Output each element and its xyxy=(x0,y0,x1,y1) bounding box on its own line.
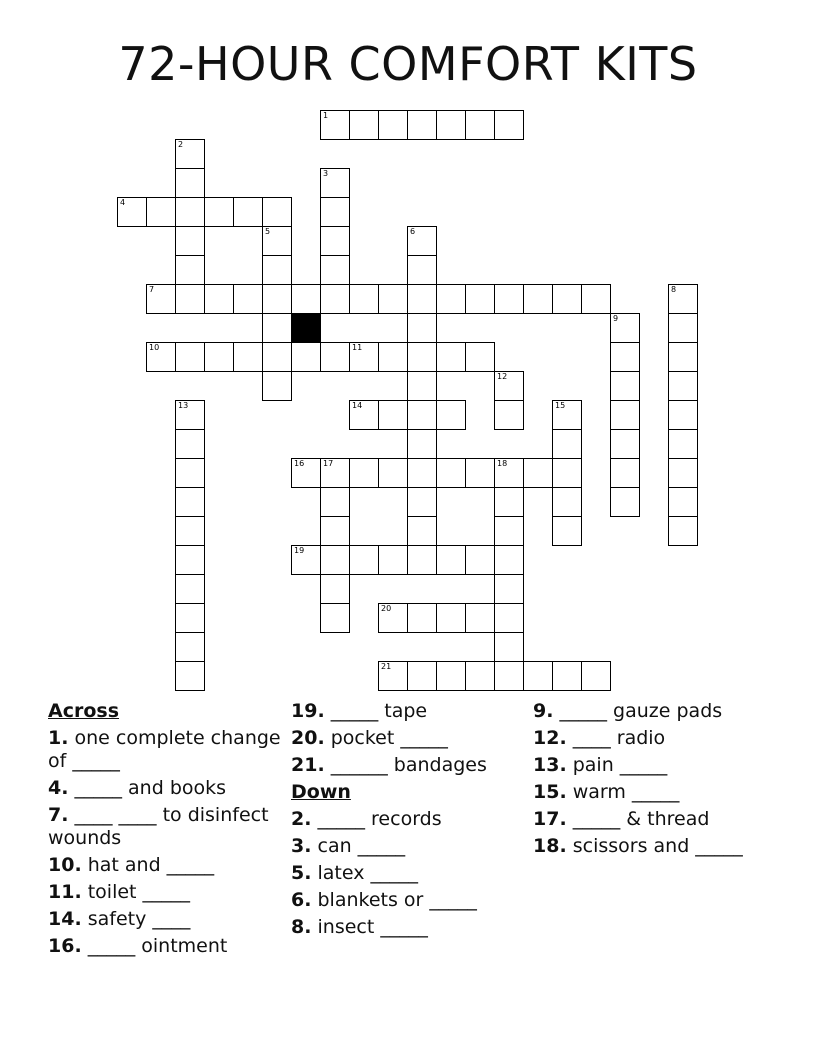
crossword-cell[interactable] xyxy=(465,603,495,633)
crossword-cell[interactable] xyxy=(262,197,292,227)
crossword-cell[interactable] xyxy=(407,371,437,401)
crossword-cell[interactable] xyxy=(552,400,582,430)
cell-number: 17 xyxy=(323,459,334,468)
cell-number: 16 xyxy=(294,459,305,468)
crossword-cell[interactable] xyxy=(378,661,408,691)
crossword-cell[interactable] xyxy=(349,110,379,140)
crossword-cell[interactable] xyxy=(175,458,205,488)
crossword-cell[interactable] xyxy=(262,313,292,343)
crossword-cell[interactable] xyxy=(320,603,350,633)
across-heading: Across xyxy=(48,700,120,722)
cell-number: 1 xyxy=(323,111,329,120)
crossword-cell[interactable] xyxy=(494,545,524,575)
crossword-cell[interactable] xyxy=(552,429,582,459)
clue-number: 12. xyxy=(533,727,567,749)
crossword-cell[interactable] xyxy=(378,110,408,140)
clue-text: latex _____ xyxy=(317,862,419,884)
crossword-cell[interactable] xyxy=(494,574,524,604)
cell-number: 10 xyxy=(149,343,160,352)
crossword-cell[interactable] xyxy=(175,545,205,575)
crossword-cell[interactable] xyxy=(175,342,205,372)
crossword-cell[interactable] xyxy=(436,661,466,691)
crossword-cell[interactable] xyxy=(175,632,205,662)
clue-down-8 xyxy=(291,916,527,939)
crossword-cell[interactable] xyxy=(465,545,495,575)
crossword-cell[interactable] xyxy=(494,516,524,546)
cell-number: 21 xyxy=(381,662,392,671)
crossword-cell[interactable] xyxy=(494,661,524,691)
crossword-cell[interactable] xyxy=(407,603,437,633)
crossword-cell[interactable] xyxy=(146,197,176,227)
crossword-cell[interactable] xyxy=(175,168,205,198)
crossword-cell[interactable] xyxy=(494,603,524,633)
crossword-cell[interactable] xyxy=(349,545,379,575)
crossword-cell[interactable] xyxy=(436,110,466,140)
clue-down-15 xyxy=(533,781,769,804)
clue-down-5 xyxy=(291,862,527,885)
crossword-cell[interactable] xyxy=(668,487,698,517)
crossword-cell[interactable] xyxy=(407,487,437,517)
crossword-cell[interactable] xyxy=(494,110,524,140)
crossword-cell[interactable] xyxy=(436,458,466,488)
crossword-cell[interactable] xyxy=(175,574,205,604)
crossword-cell[interactable] xyxy=(291,284,321,314)
page-title: 72-HOUR COMFORT KITS xyxy=(118,37,698,91)
clue-text: _____ tape xyxy=(330,700,428,722)
clue-across-10 xyxy=(48,854,284,877)
crossword-cell[interactable] xyxy=(494,487,524,517)
clue-across-4 xyxy=(48,777,284,800)
clue-text: ______ bandages xyxy=(330,754,487,776)
crossword-cell[interactable] xyxy=(407,661,437,691)
crossword-cell[interactable] xyxy=(349,284,379,314)
crossword-cell[interactable] xyxy=(175,226,205,256)
down-heading: Down xyxy=(291,781,351,803)
crossword-cell[interactable] xyxy=(175,661,205,691)
crossword-cell[interactable] xyxy=(262,226,292,256)
crossword-cell[interactable] xyxy=(668,458,698,488)
clue-number: 1. xyxy=(48,727,69,749)
clue-text: _____ gauze pads xyxy=(559,700,723,722)
crossword-cell[interactable] xyxy=(378,400,408,430)
clue-number: 19. xyxy=(291,700,325,722)
crossword-cell[interactable] xyxy=(668,429,698,459)
crossword-cell[interactable] xyxy=(320,487,350,517)
crossword-cell[interactable] xyxy=(146,284,176,314)
clue-text: warm _____ xyxy=(572,781,680,803)
crossword-cell[interactable] xyxy=(117,197,147,227)
crossword-cell[interactable] xyxy=(668,371,698,401)
clue-down-6 xyxy=(291,889,527,912)
cell-number: 6 xyxy=(410,227,416,236)
clue-text: blankets or _____ xyxy=(317,889,477,911)
crossword-cell[interactable] xyxy=(378,458,408,488)
crossword-cell[interactable] xyxy=(465,458,495,488)
crossword-cell[interactable] xyxy=(581,661,611,691)
cell-number: 20 xyxy=(381,604,392,613)
crossword-cell[interactable] xyxy=(610,400,640,430)
crossword-cell[interactable] xyxy=(465,110,495,140)
crossword-cell[interactable] xyxy=(407,458,437,488)
crossword-cell[interactable] xyxy=(523,284,553,314)
crossword-cell[interactable] xyxy=(349,400,379,430)
clue-number: 5. xyxy=(291,862,312,884)
clue-number: 9. xyxy=(533,700,554,722)
crossword-cell[interactable] xyxy=(407,545,437,575)
crossword-cell[interactable] xyxy=(523,458,553,488)
clue-text: ____ ____ to disinfect wounds xyxy=(48,804,269,849)
clue-number: 7. xyxy=(48,804,69,826)
crossword-cell[interactable] xyxy=(552,284,582,314)
cell-number: 7 xyxy=(149,285,155,294)
crossword-cell[interactable] xyxy=(349,458,379,488)
clue-number: 2. xyxy=(291,808,312,830)
crossword-cell[interactable] xyxy=(204,284,234,314)
crossword-cell[interactable] xyxy=(407,429,437,459)
cell-number: 15 xyxy=(555,401,566,410)
crossword-cell[interactable] xyxy=(320,226,350,256)
crossword-cell[interactable] xyxy=(407,110,437,140)
clue-number: 10. xyxy=(48,854,82,876)
cell-number: 2 xyxy=(178,140,184,149)
clue-number: 13. xyxy=(533,754,567,776)
clue-text: pocket _____ xyxy=(330,727,448,749)
cell-number: 12 xyxy=(497,372,508,381)
crossword-cell[interactable] xyxy=(610,458,640,488)
crossword-cell[interactable] xyxy=(262,255,292,285)
cell-number: 19 xyxy=(294,546,305,555)
clue-number: 11. xyxy=(48,881,82,903)
crossword-cell[interactable] xyxy=(610,429,640,459)
clue-number: 14. xyxy=(48,908,82,930)
crossword-cell[interactable] xyxy=(407,313,437,343)
clue-across-14 xyxy=(48,908,284,931)
crossword-cell[interactable] xyxy=(291,458,321,488)
clue-down-18 xyxy=(533,835,769,858)
crossword-cell[interactable] xyxy=(407,400,437,430)
clue-down-2 xyxy=(291,808,527,831)
clue-number: 20. xyxy=(291,727,325,749)
clue-down-12 xyxy=(533,727,769,750)
clue-column-2 xyxy=(291,700,527,943)
crossword-cell[interactable] xyxy=(552,458,582,488)
crossword-cell[interactable] xyxy=(320,197,350,227)
clue-number: 3. xyxy=(291,835,312,857)
crossword-cell[interactable] xyxy=(320,255,350,285)
crossword-cell[interactable] xyxy=(204,342,234,372)
crossword-cell[interactable] xyxy=(175,400,205,430)
crossword-cell[interactable] xyxy=(668,284,698,314)
crossword-cell[interactable] xyxy=(668,516,698,546)
clue-number: 15. xyxy=(533,781,567,803)
crossword-cell[interactable] xyxy=(581,284,611,314)
crossword-cell[interactable] xyxy=(610,342,640,372)
clue-across-11 xyxy=(48,881,284,904)
cell-number: 14 xyxy=(352,401,363,410)
clue-down-13 xyxy=(533,754,769,777)
cell-number: 4 xyxy=(120,198,126,207)
crossword-cell[interactable] xyxy=(320,110,350,140)
crossword-cell[interactable] xyxy=(494,284,524,314)
cell-number: 3 xyxy=(323,169,329,178)
crossword-cell[interactable] xyxy=(436,284,466,314)
blocked-cell xyxy=(291,313,321,343)
crossword-cell[interactable] xyxy=(233,284,263,314)
clue-column-1 xyxy=(48,700,284,962)
clue-number: 18. xyxy=(533,835,567,857)
crossword-cell[interactable] xyxy=(465,342,495,372)
clue-text: safety ____ xyxy=(87,908,191,930)
crossword-cell[interactable] xyxy=(320,516,350,546)
crossword-cell[interactable] xyxy=(436,400,466,430)
cell-number: 11 xyxy=(352,343,363,352)
crossword-cell[interactable] xyxy=(407,342,437,372)
crossword-cell[interactable] xyxy=(175,197,205,227)
crossword-cell[interactable] xyxy=(407,516,437,546)
crossword-cell[interactable] xyxy=(320,458,350,488)
crossword-cell[interactable] xyxy=(552,516,582,546)
crossword-cell[interactable] xyxy=(233,342,263,372)
crossword-cell[interactable] xyxy=(436,545,466,575)
clue-across-1 xyxy=(48,727,284,773)
crossword-cell[interactable] xyxy=(465,284,495,314)
clue-text: scissors and _____ xyxy=(572,835,743,857)
crossword-cell[interactable] xyxy=(262,284,292,314)
crossword-cell[interactable] xyxy=(291,545,321,575)
crossword-cell[interactable] xyxy=(494,400,524,430)
crossword-cell[interactable] xyxy=(552,487,582,517)
crossword-cell[interactable] xyxy=(175,429,205,459)
crossword-cell[interactable] xyxy=(320,284,350,314)
crossword-cell[interactable] xyxy=(320,574,350,604)
crossword-cell[interactable] xyxy=(610,313,640,343)
crossword-cell[interactable] xyxy=(494,458,524,488)
clue-down-17 xyxy=(533,808,769,831)
clue-text: pain _____ xyxy=(572,754,668,776)
crossword-cell[interactable] xyxy=(175,284,205,314)
crossword-cell[interactable] xyxy=(320,545,350,575)
crossword-cell[interactable] xyxy=(291,342,321,372)
clue-text: insect _____ xyxy=(317,916,428,938)
clue-number: 4. xyxy=(48,777,69,799)
cell-number: 5 xyxy=(265,227,271,236)
crossword-cell[interactable] xyxy=(175,516,205,546)
crossword-cell[interactable] xyxy=(610,487,640,517)
clue-number: 17. xyxy=(533,808,567,830)
clue-across-16 xyxy=(48,935,284,958)
clue-down-3 xyxy=(291,835,527,858)
clue-number: 16. xyxy=(48,935,82,957)
crossword-cell[interactable] xyxy=(262,371,292,401)
clue-text: ____ radio xyxy=(572,727,666,749)
cell-number: 18 xyxy=(497,459,508,468)
crossword-cell[interactable] xyxy=(436,603,466,633)
crossword-cell[interactable] xyxy=(494,632,524,662)
crossword-cell[interactable] xyxy=(349,342,379,372)
clue-text: _____ records xyxy=(317,808,442,830)
crossword-cell[interactable] xyxy=(407,255,437,285)
crossword-cell[interactable] xyxy=(436,342,466,372)
clue-text: one complete change of _____ xyxy=(48,727,281,772)
clue-down-9 xyxy=(533,700,769,723)
crossword-cell[interactable] xyxy=(378,284,408,314)
crossword-cell[interactable] xyxy=(523,661,553,691)
clue-across-21 xyxy=(291,754,527,777)
crossword-cell[interactable] xyxy=(175,139,205,169)
clue-column-3 xyxy=(533,700,769,862)
clue-text: _____ and books xyxy=(74,777,227,799)
cell-number: 13 xyxy=(178,401,189,410)
clue-text: hat and _____ xyxy=(87,854,215,876)
crossword-cell[interactable] xyxy=(668,400,698,430)
crossword-cell[interactable] xyxy=(175,603,205,633)
clue-text: toilet _____ xyxy=(87,881,191,903)
clue-across-7 xyxy=(48,804,284,850)
crossword-cell[interactable] xyxy=(407,284,437,314)
crossword-cell[interactable] xyxy=(378,342,408,372)
clue-across-20 xyxy=(291,727,527,750)
crossword-cell[interactable] xyxy=(320,168,350,198)
clue-number: 21. xyxy=(291,754,325,776)
crossword-cell[interactable] xyxy=(610,371,640,401)
crossword-cell[interactable] xyxy=(146,342,176,372)
crossword-cell[interactable] xyxy=(668,313,698,343)
crossword-cell[interactable] xyxy=(233,197,263,227)
clue-text: _____ & thread xyxy=(572,808,710,830)
clue-number: 6. xyxy=(291,889,312,911)
clue-text: _____ ointment xyxy=(87,935,228,957)
crossword-cell[interactable] xyxy=(262,342,292,372)
clue-across-19 xyxy=(291,700,527,723)
crossword-cell[interactable] xyxy=(494,371,524,401)
cell-number: 8 xyxy=(671,285,677,294)
crossword-cell[interactable] xyxy=(378,545,408,575)
crossword-cell[interactable] xyxy=(465,661,495,691)
crossword-cell[interactable] xyxy=(204,197,234,227)
crossword-cell[interactable] xyxy=(175,255,205,285)
crossword-cell[interactable] xyxy=(378,603,408,633)
crossword-cell[interactable] xyxy=(552,661,582,691)
clue-number: 8. xyxy=(291,916,312,938)
crossword-cell[interactable] xyxy=(320,342,350,372)
crossword-cell[interactable] xyxy=(668,342,698,372)
cell-number: 9 xyxy=(613,314,619,323)
crossword-cell[interactable] xyxy=(175,487,205,517)
clue-text: can _____ xyxy=(317,835,406,857)
crossword-cell[interactable] xyxy=(407,226,437,256)
